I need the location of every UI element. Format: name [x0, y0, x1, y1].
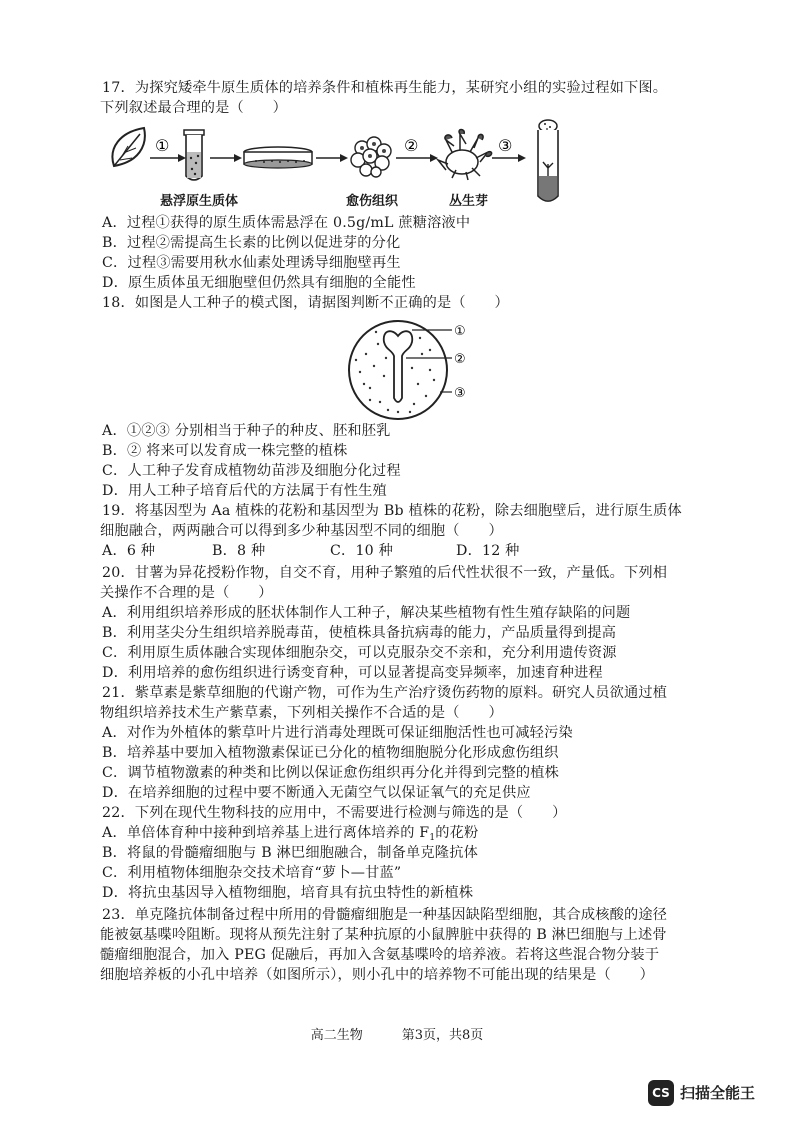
- q18-stem: 18．如图是人工种子的模式图，请据图判断不正确的是（ ）: [102, 295, 509, 311]
- q19-option-d: D．12 种: [456, 543, 520, 559]
- q17-option-b: B．过程②需提高生长素的比例以促进芽的分化: [102, 235, 401, 251]
- q22-option-d: D．将抗虫基因导入植物细胞，培育具有抗虫特性的新植株: [102, 885, 474, 901]
- page-footer: 高二生物 第3页，共8页: [310, 1028, 484, 1043]
- q23-line3: 髓瘤细胞混合，加入 PEG 促融后，再加入含氨基喋呤的培养液。若将这些混合物分装于: [100, 947, 660, 963]
- q20-option-b: B．利用茎尖分生组织培养脱毒苗，使植株具备抗病毒的能力，产品质量得到提高: [102, 625, 617, 641]
- q19-option-c: C．10 种: [330, 543, 393, 559]
- q19-stem-line2: 细胞融合，两两融合可以得到多少种基因型不同的细胞（ ）: [100, 523, 503, 539]
- step1-label: ①: [155, 136, 170, 155]
- q23-line2: 能被氨基喋呤阻断。现将从预先注射了某种抗原的小鼠脾脏中获得的 B 淋巴细胞与上述骨: [100, 927, 667, 943]
- q22-stem: 22．下列在现代生物科技的应用中，不需要进行检测与筛选的是（ ）: [102, 805, 567, 821]
- q21-option-b: B．培养基中要加入植物激素保证已分化的植物细胞脱分化形成愈伤组织: [102, 745, 559, 761]
- q22-option-a-post: 的花粉: [435, 825, 479, 841]
- q17-option-a: A．过程①获得的原生质体需悬浮在 0.5g/mL 蔗糖溶液中: [102, 215, 471, 231]
- q17-option-d: D．原生质体虽无细胞壁但仍然具有细胞的全能性: [102, 275, 416, 291]
- q21-stem-line2: 物组织培养技术生产紫草素，下列相关操作不合适的是（ ）: [100, 705, 503, 721]
- q19-option-a: A．6 种: [102, 543, 156, 559]
- leaf-icon: [112, 128, 144, 166]
- camscanner-watermark-text: 扫描全能王: [680, 1084, 756, 1102]
- marker-1: ①: [454, 324, 466, 339]
- q21-option-d: D．在培养细胞的过程中要不断通入无菌空气以保证氧气的充足供应: [102, 785, 531, 801]
- q17-stem-line2: 下列叙述最合理的是（ ）: [100, 100, 288, 116]
- q22-option-b: B．将鼠的骨髓瘤细胞与 B 淋巴细胞融合，制备单克隆抗体: [102, 845, 478, 861]
- q22-option-a-sub: 1: [429, 833, 436, 843]
- q20-option-c: C．利用原生质体融合实现体细胞杂交，可以克服杂交不亲和，充分利用遗传资源: [102, 645, 617, 661]
- test-tube-protoplast-icon: [184, 130, 204, 180]
- q20-stem-line2: 关操作不合理的是（ ）: [100, 585, 273, 601]
- step2-label: ②: [404, 136, 419, 155]
- test-tube-seedling-icon: [538, 120, 558, 201]
- callus-icon: [351, 137, 391, 177]
- marker-2: ②: [454, 352, 466, 367]
- q22-option-a-pre: A．单倍体育种中接种到培养基上进行离体培养的 F: [102, 825, 430, 841]
- q20-option-a: A．利用组织培养形成的胚状体制作人工种子，解决某些植物有性生殖存缺陷的问题: [102, 605, 631, 621]
- step3-label: ③: [498, 136, 513, 155]
- q21-option-a: A．对作为外植体的紫草叶片进行消毒处理既可保证细胞活性也可减轻污染: [102, 725, 573, 741]
- petri-dish-icon: [244, 147, 312, 168]
- q17-option-c: C．过程③需要用秋水仙素处理诱导细胞壁再生: [102, 255, 401, 271]
- label-callus: 愈伤组织: [346, 194, 399, 209]
- q18-option-a: A．①②③ 分别相当于种子的种皮、胚和胚乳: [102, 423, 391, 439]
- q21-stem-line1: 21．紫草素是紫草细胞的代谢产物，可作为生产治疗烫伤药物的原料。研究人员欲通过植: [102, 685, 668, 701]
- q17-stem-line1: 17．为探究矮牵牛原生质体的培养条件和植株再生能力，某研究小组的实验过程如下图。: [102, 80, 668, 96]
- q22-option-c: C．利用植物体细胞杂交技术培育“萝卜—甘蓝”: [102, 865, 402, 881]
- q19-stem-line1: 19．将基因型为 Aa 植株的花粉和基因型为 Bb 植株的花粉，除去细胞壁后，进行原生质体: [102, 503, 682, 519]
- label-clustered-buds: 丛生芽: [449, 194, 489, 209]
- q18-option-d: D．用人工种子培育后代的方法属于有性生殖: [102, 483, 387, 499]
- q18-option-b: B．② 将来可以发育成一株完整的植株: [102, 443, 348, 459]
- q23-line1: 23．单克隆抗体制备过程中所用的骨髓瘤细胞是一种基因缺陷型细胞，其合成核酸的途径: [102, 907, 668, 923]
- artificial-seed-diagram: [340, 314, 480, 426]
- q20-option-d: D．利用培养的愈伤组织进行诱变育种，可以显著提高变异频率，加速育种进程: [102, 665, 603, 681]
- clustered-buds-icon: [438, 130, 492, 181]
- q20-stem-line1: 20．甘薯为异花授粉作物，自交不育，用种子繁殖的后代性状很不一致，产量低。下列相: [102, 565, 668, 581]
- q18-option-c: C．人工种子发育成植物幼苗涉及细胞分化过程: [102, 463, 401, 479]
- label-suspended-protoplast: 悬浮原生质体: [160, 194, 239, 209]
- marker-3: ③: [454, 386, 466, 401]
- q21-option-c: C．调节植物激素的种类和比例以保证愈伤组织再分化并得到完整的植株: [102, 765, 560, 781]
- q23-line4: 细胞培养板的小孔中培养（如图所示），则小孔中的培养物不可能出现的结果是（ ）: [100, 967, 655, 983]
- q19-option-b: B．8 种: [212, 543, 266, 559]
- camscanner-logo-icon: CS: [648, 1080, 674, 1106]
